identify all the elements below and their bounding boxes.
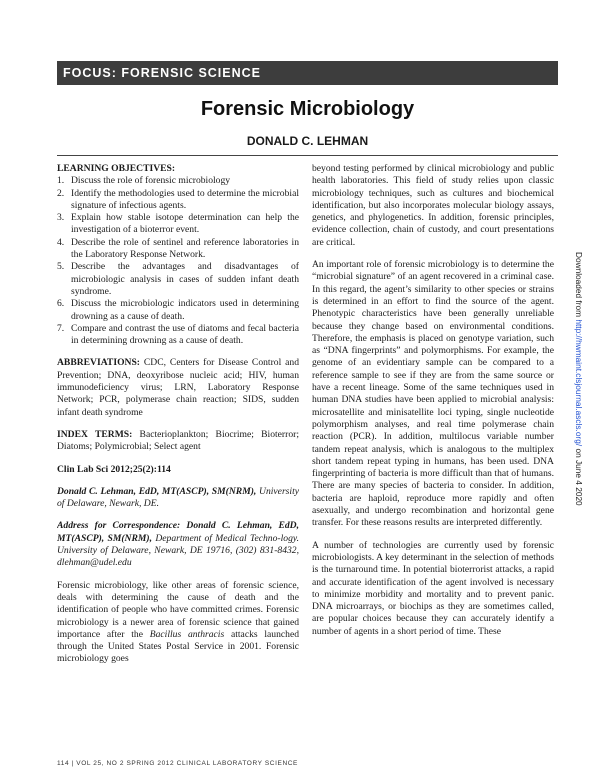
download-prefix: Downloaded from bbox=[574, 252, 584, 320]
objectives-heading: LEARNING OBJECTIVES: bbox=[57, 163, 176, 174]
objective-item bbox=[57, 188, 299, 213]
abbreviations-label: ABBREVIATIONS: bbox=[57, 357, 140, 369]
objectives-list bbox=[57, 175, 299, 347]
objective-text: Discuss the microbiologic indicators used in determining drowning as a cause of death. bbox=[71, 298, 299, 322]
index-terms bbox=[57, 429, 299, 454]
objective-number: 6. bbox=[57, 298, 65, 310]
intro-paragraph bbox=[57, 580, 299, 666]
page-footer: 114 | VOL 25, NO 2 SPRING 2012 CLINICAL LABORATORY SCIENCE bbox=[57, 760, 298, 767]
objective-text: Describe the advantages and disadvantages of microbiologic analysis in cases of sudden infant death syndrome. bbox=[71, 261, 299, 297]
objective-item bbox=[57, 175, 299, 187]
abbreviations-text: CDC, Centers for Disease Control and Prevention; DNA, deoxyribose nucleic acid; HIV, human immunodeficiency virus; LRN, Laboratory Response Network; PCR, polymerase chain reaction; SIDS, sudden infant death syndrome bbox=[57, 357, 299, 418]
author-affiliation bbox=[57, 486, 299, 511]
objective-item bbox=[57, 261, 299, 298]
objective-text: Explain how stable isotope determination can help the investigation of a bioterror event. bbox=[71, 212, 299, 236]
objective-text: Discuss the role of forensic microbiology bbox=[71, 175, 231, 187]
body-paragraph-2: An important role of forensic microbiology is to determine the “microbial signature” of an agent recovered in a criminal case. In this regard, the agent’s similarity to other species or strains is determined in an effort to find the source of the agent. Phenotypic characteristics have been generally unreliable because they change based on environmental conditions. Therefore, the emphasis is placed on genotype variation, such as “DNA fingerprints” and polymorphisms. For example, the genome of an evidentiary sample can be compared to a reference sample to see if they are from the same source or have a recent lineage. Some of the same techniques used in human DNA studies have been applied to microbial analysis: microsatellite and minisatellite loci typing, single nucleotide polymorphism analyses, and real time polymerase chain reaction (PCR). In addition, multilocus variable number tandem repeat analysis, which is analogous to the multiplex short tandem repeat typing in humans, has been used. DNA fingerprinting of bacteria is more difficult than that of humans. There are many species of bacteria to consider. In addition, bacteria are haploid, reproduce more rapidly and often asexually, and undergo recombination and horizontal gene transfer. For these reasons results are interpreted differently. bbox=[312, 259, 554, 529]
index-terms-label: INDEX TERMS: bbox=[57, 428, 133, 440]
correspondence-address bbox=[57, 520, 299, 569]
download-notice bbox=[573, 252, 585, 682]
correspondence-label: Address for Correspondence: Donald C. Lehman, EdD, MT(ASCP), SM(NRM), bbox=[57, 520, 299, 544]
section-banner: FOCUS: FORENSIC SCIENCE bbox=[57, 61, 558, 85]
objective-number: 7. bbox=[57, 322, 65, 334]
species-name: Bacillus anthracis bbox=[149, 628, 225, 640]
right-column bbox=[312, 163, 554, 747]
objective-item bbox=[57, 323, 299, 348]
objective-item bbox=[57, 237, 299, 262]
affiliation-name: Donald C. Lehman, EdD, MT(ASCP), SM(NRM), bbox=[57, 485, 257, 497]
objective-number: 5. bbox=[57, 261, 65, 273]
article-title: Forensic Microbiology bbox=[200, 98, 415, 120]
objective-number: 3. bbox=[57, 212, 65, 224]
objective-text: Describe the role of sentinel and reference laboratories in the Laboratory Response Network. bbox=[71, 236, 299, 261]
intro-text-end: attacks launched through the United States Postal Service in 2001. Forensic microbiology goes bbox=[57, 628, 299, 665]
objective-number: 2. bbox=[57, 187, 65, 199]
journal-link[interactable]: http://hwmaint.clsjournal.ascls.org/ bbox=[574, 319, 584, 447]
objective-item bbox=[57, 298, 299, 323]
affiliation-org: University of Delaware, Newark, DE. bbox=[57, 485, 299, 510]
abbreviations bbox=[57, 357, 299, 418]
objective-item bbox=[57, 212, 299, 237]
article-author: DONALD C. LEHMAN bbox=[246, 134, 369, 148]
left-column bbox=[57, 163, 299, 747]
body-paragraph-1: beyond testing performed by clinical microbiology and public health laboratories. This field of study relies upon classic microbiology techniques, such as cultures and biochemical identification, but also incorporates molecular biology assays, genetics, and phylogenetics. In addition, forensic principles, evidence collection, chain of custody, and court presentations are critical. bbox=[312, 163, 554, 248]
objective-text: Identify the methodologies used to determine the microbial signature of infectious agents. bbox=[71, 187, 299, 211]
correspondence-text: Department of Medical Techno-logy. University of Delaware, Newark, DE 19716, (302) 831-8432, dlehman@udel.edu bbox=[57, 532, 299, 569]
download-suffix: on June 4 2020 bbox=[574, 446, 584, 506]
objective-number: 4. bbox=[57, 236, 65, 248]
intro-text-start: Forensic microbiology, like other areas of forensic science, deals with determining the cause of death and the identification of people who have committed crimes. Forensic microbiology is a newer area of forensic science that gained importance after the bbox=[57, 579, 299, 640]
citation: Clin Lab Sci 2012;25(2):114 bbox=[57, 463, 171, 475]
download-notice-text bbox=[573, 252, 585, 682]
body-paragraph-3: A number of technologies are currently used by forensic microbiologists. A key determinant in the selection of methods is the turnaround time. In potential bioterrorist attacks, a rapid and accurate identification of the agent involved is necessary to minimize morbidity and mortality and to prevent panic. DNA microarrays, or biochips as they are sometimes called, are popular choices because they can accurately identify a number of agents in a short period of time. These bbox=[312, 539, 554, 637]
index-terms-text: Bacterioplankton; Biocrime; Bioterror; Diatoms; Polymicrobial; Select agent bbox=[57, 428, 299, 453]
objective-text: Compare and contrast the use of diatoms and fecal bacteria in determining drowning as a cause of death. bbox=[71, 322, 299, 347]
title-divider bbox=[57, 155, 558, 156]
objective-number: 1. bbox=[57, 175, 65, 187]
